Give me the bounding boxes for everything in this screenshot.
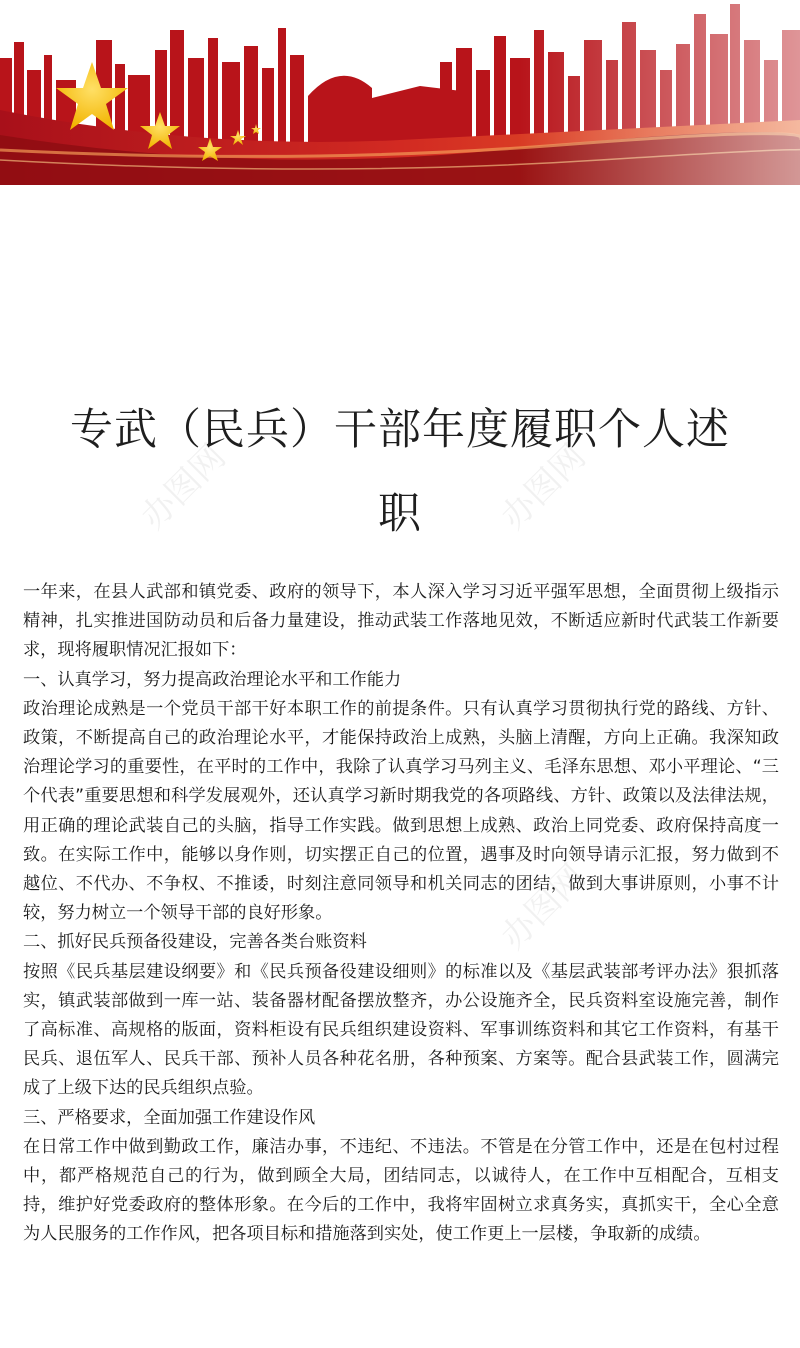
title-line-1: 专武（民兵）干部年度履职个人述 <box>70 405 730 455</box>
watermark: 办图网 <box>493 856 594 958</box>
section-heading-2: 二、抓好民兵预备役建设，完善各类台账资料 <box>23 932 367 953</box>
title-line-2: 职 <box>378 489 422 539</box>
banner-art <box>0 0 800 185</box>
paragraph-section-3: 在日常工作中做到勤政工作，廉洁办事，不违纪、不违法。不管是在分管工作中，还是在包村过程中，都严格规范自己的行为，做到顾全大局，团结同志，以诚待人，在工作中互相配合，互相支持，维护好党委政府的整体形象。在今后的工作中，我将牢固树立求真务实，真抓实干，全心全意为人民服务的工作作风，把各项目标和措施落到实处，使工作更上一层楼，争取新的成绩。 <box>23 1136 779 1245</box>
document-title <box>0 388 800 556</box>
watermark: 办图网 <box>493 436 594 538</box>
section-heading-1: 一、认真学习，努力提高政治理论水平和工作能力 <box>23 669 402 690</box>
watermark: 办图网 <box>133 436 234 538</box>
paragraph-section-1: 政治理论成熟是一个党员干部干好本职工作的前提条件。只有认真学习贯彻执行党的路线、方针、政策，不断提高自己的政治理论水平，才能保持政治上成熟，头脑上清醒，方向上正确。我深知政治理论学习的重要性，在平时的工作中，我除了认真学习马列主义、毛泽东思想、邓小平理论、“三个代表”重要思想和科学发展观外，还认真学习新时期我党的各项路线、方针、政策以及法律法规，用正确的理论武装自己的头脑，指导工作实践。做到思想上成熟、政治上同党委、政府保持高度一致。在实际工作中，能够以身作则，切实摆正自己的位置，遇事及时向领导请示汇报，努力做到不越位、不代办、不争权、不推诿，时刻注意同领导和机关同志的团结，做到大事讲原则，小事不计较，努力树立一个领导干部的良好形象。 <box>23 698 779 924</box>
header-banner <box>0 0 800 185</box>
paragraph-intro: 一年来，在县人武部和镇党委、政府的领导下，本人深入学习习近平强军思想，全面贯彻上级指示精神，扎实推进国防动员和后备力量建设，推动武装工作落地见效，不断适应新时代武装工作新要求，现将履职情况汇报如下： <box>23 582 779 661</box>
document-body <box>23 578 779 1250</box>
paragraph-section-2: 按照《民兵基层建设纲要》和《民兵预备役建设细则》的标准以及《基层武装部考评办法》狠抓落实，镇武装部做到一库一站、装备器材配备摆放整齐，办公设施齐全，民兵资料室设施完善，制作了高标准、高规格的版面，资料柜设有民兵组织建设资料、军事训练资料和其它工作资料，有基干民兵、退伍军人、民兵干部、预补人员各种花名册，各种预案、方案等。配合县武装工作，圆满完成了上级下达的民兵组织点验。 <box>23 961 779 1099</box>
section-heading-3: 三、严格要求，全面加强工作建设作风 <box>23 1107 316 1128</box>
